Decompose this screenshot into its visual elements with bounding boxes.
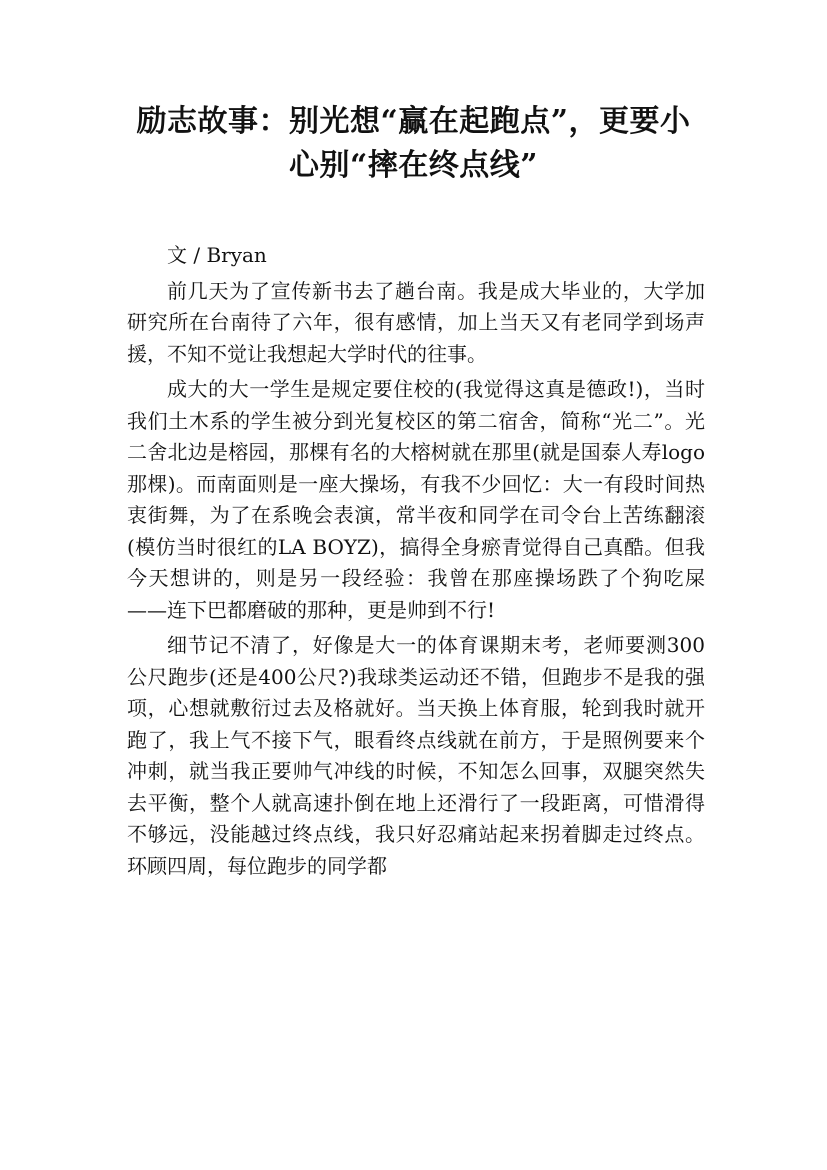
paragraph-1: 前几天为了宣传新书去了趟台南。我是成大毕业的，大学加研究所在台南待了六年，很有感情，加上当天又有老同学到场声援，不知不觉让我想起大学时代的往事。 <box>127 278 705 366</box>
paragraph-2: 成大的大一学生是规定要住校的(我觉得这真是德政!)，当时我们土木系的学生被分到光复校区的第二宿舍，简称“光二”。光二舍北边是榕园，那棵有名的大榕树就在那里(就是国泰人寿logo那棵)。而南面则是一座大操场，有我不少回忆：大一有段时间热衷街舞，为了在系晚会表演，常半夜和同学在司令台上苦练翻滚(模仿当时很红的LA BOYZ)，搞得全身瘀青觉得自己真酷。但我今天想讲的，则是另一段经验：我曾在那座操场跌了个狗吃屎——连下巴都磨破的那种，更是帅到不行! <box>127 377 705 622</box>
paragraph-3: 细节记不清了，好像是大一的体育课期末考，老师要测300公尺跑步(还是400公尺?)我球类运动还不错，但跑步不是我的强项，心想就敷衍过去及格就好。当天换上体育服，轮到我时就开跑了，我上气不接下气，眼看终点线就在前方，于是照例要来个冲刺，就当我正要帅气冲线的时候，不知怎么回事，双腿突然失去平衡，整个人就高速扑倒在地上还滑行了一段距离，可惜滑得不够远，没能越过终点线，我只好忍痛站起来拐着脚走过终点。环顾四周，每位跑步的同学都 <box>127 633 705 878</box>
title-line-1: 励志故事：别光想“赢在起跑点”，更要小 <box>136 104 691 139</box>
article-body <box>127 240 705 882</box>
article-title <box>100 100 727 188</box>
title-line-2: 心别“摔在终点线” <box>288 148 538 183</box>
author-byline: 文 / Bryan <box>167 243 267 267</box>
